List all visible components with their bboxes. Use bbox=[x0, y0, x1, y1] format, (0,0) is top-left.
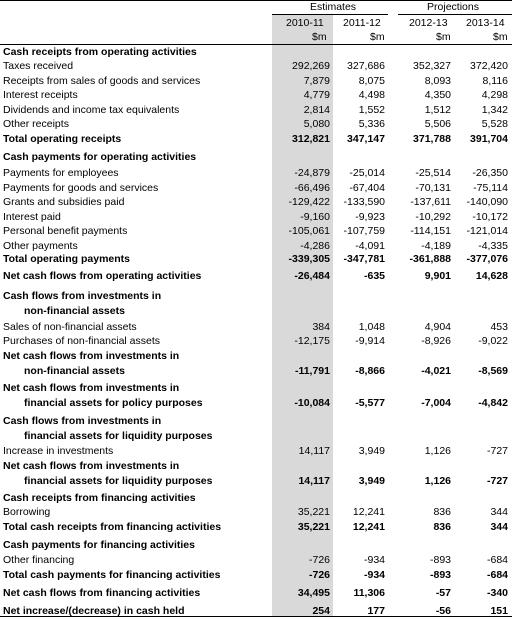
cell-value: 4,298 bbox=[481, 89, 508, 101]
table-row bbox=[0, 269, 512, 284]
cell-value: 327,686 bbox=[347, 60, 385, 72]
row-label: Cash receipts from operating activities bbox=[3, 46, 197, 58]
cell-value: 3,949 bbox=[358, 445, 385, 457]
cell-value: 1,048 bbox=[358, 321, 385, 333]
row-label: Other payments bbox=[3, 240, 78, 252]
year-header: 2012-13 bbox=[409, 17, 448, 29]
row-label: Total cash payments for financing activities bbox=[3, 569, 221, 581]
cell-value: -5,577 bbox=[355, 397, 385, 409]
cell-value: -635 bbox=[363, 270, 385, 282]
row-label: Receipts from sales of goods and services bbox=[3, 75, 201, 87]
cell-value: -9,914 bbox=[355, 335, 385, 347]
row-label: Cash payments for financing activities bbox=[3, 539, 195, 551]
cell-value: -377,076 bbox=[466, 253, 508, 265]
cell-value: 352,327 bbox=[413, 60, 451, 72]
cell-value: 4,350 bbox=[424, 89, 451, 101]
cell-value: -10,172 bbox=[472, 211, 508, 223]
estimates-rule bbox=[272, 14, 388, 15]
row-label: non-financial assets bbox=[24, 365, 125, 377]
cell-value: -727 bbox=[486, 475, 508, 487]
cell-value: 254 bbox=[312, 605, 330, 617]
cell-value: 2,814 bbox=[303, 104, 330, 116]
cell-value: 384 bbox=[312, 321, 330, 333]
table-row bbox=[0, 364, 512, 379]
cell-value: -934 bbox=[363, 569, 385, 581]
cell-value: 8,116 bbox=[482, 75, 508, 87]
cell-value: 4,498 bbox=[358, 89, 385, 101]
row-label: Grants and subsidies paid bbox=[3, 196, 125, 208]
table-row bbox=[0, 414, 512, 429]
row-label: Taxes received bbox=[3, 60, 74, 72]
row-label: Cash flows from investments in bbox=[3, 415, 162, 427]
cell-value: -684 bbox=[486, 554, 508, 566]
cell-value: -137,611 bbox=[410, 196, 451, 208]
table-row bbox=[0, 88, 512, 103]
cell-value: 7,879 bbox=[303, 75, 330, 87]
row-label: non-financial assets bbox=[24, 305, 125, 317]
table-row bbox=[0, 59, 512, 74]
cell-value: -25,014 bbox=[349, 167, 385, 179]
bottom-rule bbox=[0, 616, 512, 617]
row-label: Dividends and income tax equivalents bbox=[3, 104, 180, 116]
cell-value: 344 bbox=[490, 506, 508, 518]
table-row bbox=[0, 396, 512, 411]
unit-header: $m bbox=[370, 31, 385, 43]
cell-value: -70,131 bbox=[415, 182, 451, 194]
cell-value: -10,084 bbox=[294, 397, 330, 409]
row-label: Borrowing bbox=[3, 506, 51, 518]
row-label: Cash flows from investments in bbox=[3, 290, 162, 302]
table-row bbox=[0, 586, 512, 601]
cell-value: 1,512 bbox=[424, 104, 451, 116]
table-row bbox=[0, 505, 512, 520]
row-label: Total operating payments bbox=[3, 253, 130, 265]
unit-header: $m bbox=[493, 31, 508, 43]
row-label: financial assets for liquidity purposes bbox=[24, 430, 213, 442]
cell-value: 11,306 bbox=[353, 587, 385, 599]
row-label: Other receipts bbox=[3, 118, 69, 130]
cell-value: -24,879 bbox=[294, 167, 330, 179]
cell-value: 3,949 bbox=[358, 475, 385, 487]
cell-value: 372,420 bbox=[470, 60, 508, 72]
table-row bbox=[0, 195, 512, 210]
row-label: Interest receipts bbox=[3, 89, 78, 101]
cell-value: 1,552 bbox=[358, 104, 385, 116]
cell-value: -133,590 bbox=[343, 196, 385, 208]
cell-value: -56 bbox=[435, 605, 451, 617]
cell-value: 14,117 bbox=[298, 445, 330, 457]
cell-value: 8,075 bbox=[358, 75, 385, 87]
cell-value: -10,292 bbox=[415, 211, 451, 223]
table-row bbox=[0, 474, 512, 489]
table-row bbox=[0, 74, 512, 89]
row-label: Personal benefit payments bbox=[3, 225, 128, 237]
table-row bbox=[0, 289, 512, 304]
cell-value: -8,866 bbox=[355, 365, 385, 377]
estimates-header: Estimates bbox=[309, 1, 357, 13]
row-label: Payments for goods and services bbox=[3, 182, 159, 194]
cell-value: -9,160 bbox=[300, 211, 330, 223]
cell-value: 8,093 bbox=[424, 75, 451, 87]
row-label: Cash receipts from financing activities bbox=[3, 492, 196, 504]
cell-value: 14,628 bbox=[475, 270, 508, 282]
cell-value: 836 bbox=[433, 521, 451, 533]
cell-value: -4,842 bbox=[478, 397, 508, 409]
table-row bbox=[0, 429, 512, 444]
cell-value: -57 bbox=[435, 587, 451, 599]
cell-value: -684 bbox=[486, 569, 508, 581]
cell-value: 9,901 bbox=[424, 270, 451, 282]
row-label: Sales of non-financial assets bbox=[3, 321, 137, 333]
table-row bbox=[0, 150, 512, 165]
table-row bbox=[0, 45, 512, 60]
cell-value: 453 bbox=[490, 321, 508, 333]
cell-value: -8,569 bbox=[478, 365, 508, 377]
table-row bbox=[0, 117, 512, 132]
cell-value: -340 bbox=[486, 587, 508, 599]
cell-value: -140,090 bbox=[466, 196, 508, 208]
row-label: Total cash receipts from financing activities bbox=[3, 521, 222, 533]
cell-value: 12,241 bbox=[352, 521, 385, 533]
cell-value: 344 bbox=[490, 521, 508, 533]
row-label: Other financing bbox=[3, 554, 75, 566]
cell-value: -934 bbox=[363, 554, 385, 566]
cell-value: -107,759 bbox=[343, 225, 385, 237]
cell-value: 35,221 bbox=[297, 521, 330, 533]
cell-value: -4,021 bbox=[421, 365, 451, 377]
cell-value: -893 bbox=[429, 554, 451, 566]
cell-value: 836 bbox=[433, 506, 451, 518]
table-row bbox=[0, 320, 512, 335]
table-row bbox=[0, 103, 512, 118]
year-header: 2010-11 bbox=[286, 17, 324, 29]
table-row bbox=[0, 334, 512, 349]
cell-value: 12,241 bbox=[352, 506, 385, 518]
row-label: financial assets for policy purposes bbox=[24, 397, 203, 409]
cell-value: -7,004 bbox=[421, 397, 451, 409]
cell-value: -347,781 bbox=[343, 253, 385, 265]
cell-value: 1,126 bbox=[424, 445, 451, 457]
cell-value: 4,779 bbox=[303, 89, 330, 101]
table-row bbox=[0, 166, 512, 181]
cell-value: -129,422 bbox=[288, 196, 330, 208]
row-label: Net cash flows from financing activities bbox=[3, 587, 201, 599]
row-label: Net cash flows from investments in bbox=[3, 350, 180, 362]
table-row bbox=[0, 210, 512, 225]
cell-value: -9,923 bbox=[355, 211, 385, 223]
table-row bbox=[0, 132, 512, 147]
row-label: Net cash flows from investments in bbox=[3, 460, 180, 472]
table-row bbox=[0, 252, 512, 267]
row-label: Cash payments for operating activities bbox=[3, 151, 197, 163]
table-row bbox=[0, 349, 512, 364]
cell-value: -75,114 bbox=[473, 182, 508, 194]
cell-value: 347,147 bbox=[347, 133, 385, 145]
cell-value: 371,788 bbox=[413, 133, 451, 145]
cell-value: -114,151 bbox=[410, 225, 451, 237]
cell-value: 5,080 bbox=[303, 118, 330, 130]
cell-value: -121,014 bbox=[466, 225, 508, 237]
cell-value: -11,791 bbox=[294, 365, 330, 377]
cell-value: -361,888 bbox=[409, 253, 451, 265]
cell-value: -105,061 bbox=[288, 225, 330, 237]
table-row bbox=[0, 520, 512, 535]
table-row bbox=[0, 181, 512, 196]
cell-value: 391,704 bbox=[470, 133, 508, 145]
cell-value: -4,286 bbox=[300, 240, 330, 252]
cell-value: -67,404 bbox=[349, 182, 385, 194]
table-row bbox=[0, 538, 512, 553]
cell-value: 151 bbox=[490, 605, 508, 617]
row-label: financial assets for liquidity purposes bbox=[24, 475, 213, 487]
cell-value: 5,528 bbox=[481, 118, 508, 130]
row-label: Interest paid bbox=[3, 211, 61, 223]
table-row bbox=[0, 459, 512, 474]
cell-value: -339,305 bbox=[288, 253, 330, 265]
cell-value: -12,175 bbox=[294, 335, 330, 347]
cell-value: 34,495 bbox=[297, 587, 330, 599]
table-row bbox=[0, 491, 512, 506]
cell-value: 14,117 bbox=[298, 475, 330, 487]
cell-value: -66,496 bbox=[294, 182, 330, 194]
cell-value: 312,821 bbox=[292, 133, 330, 145]
year-header: 2011-12 bbox=[343, 17, 381, 29]
row-label: Increase in investments bbox=[3, 445, 114, 457]
table-row bbox=[0, 568, 512, 583]
unit-header: $m bbox=[436, 31, 451, 43]
table-row bbox=[0, 381, 512, 396]
projections-rule bbox=[398, 14, 512, 15]
cell-value: -8,926 bbox=[421, 335, 451, 347]
table-row bbox=[0, 553, 512, 568]
cell-value: 1,342 bbox=[481, 104, 508, 116]
row-label: Purchases of non-financial assets bbox=[3, 335, 161, 347]
cell-value: 5,506 bbox=[424, 118, 451, 130]
cell-value: -726 bbox=[308, 554, 330, 566]
cell-value: 5,336 bbox=[358, 118, 385, 130]
cell-value: 292,269 bbox=[292, 60, 330, 72]
unit-header: $m bbox=[312, 31, 327, 43]
row-label: Net cash flows from investments in bbox=[3, 382, 180, 394]
cell-value: -26,350 bbox=[472, 167, 508, 179]
row-label: Net increase/(decrease) in cash held bbox=[3, 605, 185, 617]
projections-header: Projections bbox=[427, 1, 479, 13]
row-label: Net cash flows from operating activities bbox=[3, 270, 202, 282]
cell-value: -727 bbox=[486, 445, 508, 457]
cell-value: -4,091 bbox=[355, 240, 385, 252]
cell-value: -893 bbox=[429, 569, 451, 581]
cell-value: 1,126 bbox=[424, 475, 451, 487]
cell-value: -26,484 bbox=[294, 270, 330, 282]
cell-value: -4,189 bbox=[421, 240, 451, 252]
table-row bbox=[0, 444, 512, 459]
cell-value: -4,335 bbox=[478, 240, 508, 252]
cell-value: 35,221 bbox=[297, 506, 330, 518]
cell-value: -726 bbox=[308, 569, 330, 581]
row-label: Payments for employees bbox=[3, 167, 119, 179]
year-header: 2013-14 bbox=[466, 17, 505, 29]
cell-value: -25,514 bbox=[415, 167, 451, 179]
cell-value: -9,022 bbox=[478, 335, 508, 347]
cell-value: 4,904 bbox=[424, 321, 451, 333]
row-label: Total operating receipts bbox=[3, 133, 122, 145]
cell-value: 177 bbox=[367, 605, 385, 617]
table-row bbox=[0, 224, 512, 239]
table-row bbox=[0, 304, 512, 319]
